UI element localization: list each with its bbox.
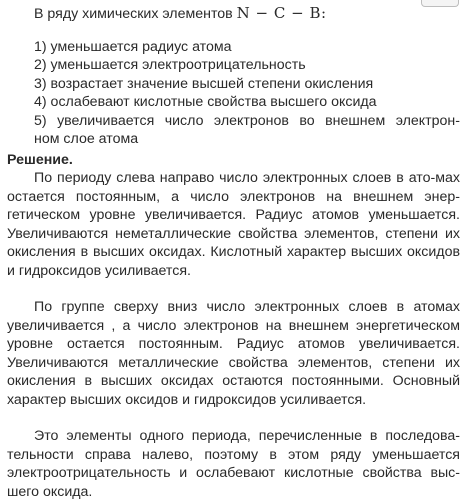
document-page [7, 0, 460, 501]
option-3: 3) возрастает значение высшей степени окисления [34, 75, 374, 92]
option-1: 1) уменьшается радиус атома [34, 38, 232, 55]
question-lead: В ряду химических элементов [34, 6, 237, 22]
question-text [7, 0, 460, 24]
option-5 [34, 112, 460, 149]
option-2: 2) уменьшается электроотрицательность [34, 57, 306, 73]
solution-paragraph-2: По группе сверху вниз число электронных слоев в атомах увеличивается , а число электронов на внешнем энергетическом уровне остается постоянным. Радиус атомов увеличивается. Увеличиваются металлические свойства элементов, степени их окисления в высших оксидах остаются постоянными. Основный характер высших оксидов и гидроксидов усиливается. [7, 299, 460, 408]
answer-options [7, 38, 460, 149]
option-4: 4) ослабевают кислотные свойства высшего оксида [34, 94, 377, 110]
solution-paragraph-3: Это элементы одного периода, перечисленные в последова-тельности справа налево, поэтому в этом ряду уменьшается электроотрицательность и ослабевают кислотные свойства выс-шего оксида. [7, 428, 460, 500]
option-5-line-1: 5) увеличивается число электронов во внешнем электрон- [34, 112, 460, 129]
solution-heading: Решение. [7, 151, 73, 168]
element-series-formula: N − C − B: [236, 4, 327, 22]
solution-paragraph-1: По периоду слева направо число электронных слоев в ато-мах остается постоянным, а число электронов на внешнем энер-гетическом уровне увеличивается. Радиус атомов уменьшается. Увеличиваются неметаллические свойства элементов, степени их окисления в высших оксидах. Кислотный характер высших оксидов и гидроксидов усиливается. [7, 170, 460, 279]
option-5-line-2: ном слое атома [34, 131, 139, 147]
